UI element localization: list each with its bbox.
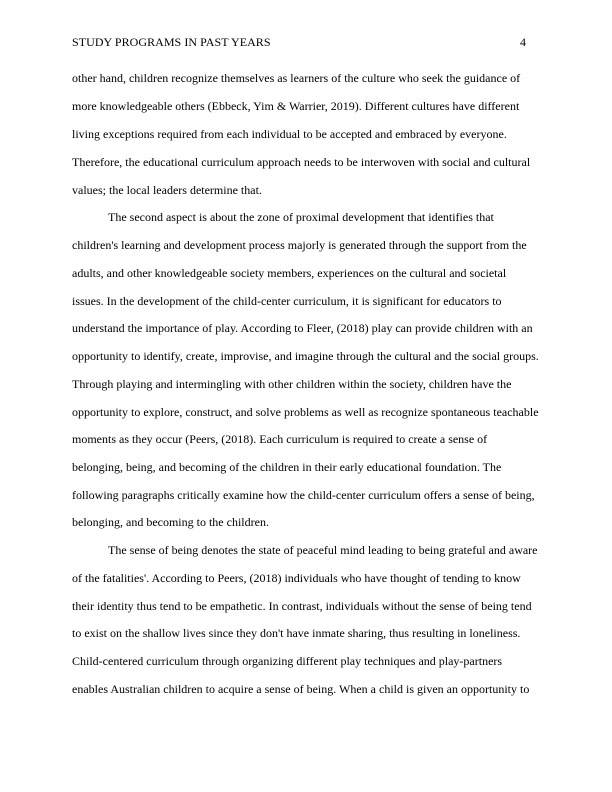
text-line-indented: The sense of being denotes the state of peaceful mind leading to being grateful and aware xyxy=(108,543,538,557)
text-line: children's learning and development process majorly is generated through the support from the xyxy=(72,238,527,252)
text-line: other hand, children recognize themselves as learners of the culture who seek the guidance of xyxy=(72,71,521,85)
text-line: opportunity to identify, create, improvise, and imagine through the cultural and the social groups. xyxy=(72,349,539,363)
text-line: belonging, being, and becoming of the children in their early educational foundation. The xyxy=(72,460,502,474)
text-line: Through playing and intermingling with other children within the society, children have the xyxy=(72,377,512,391)
text-line: to exist on the shallow lives since they don't have inmate sharing, thus resulting in loneliness. xyxy=(72,626,521,640)
page-number: 4 xyxy=(520,35,526,49)
running-head: STUDY PROGRAMS IN PAST YEARS xyxy=(72,35,271,49)
text-line: values; the local leaders determine that. xyxy=(72,183,262,197)
text-line-indented: The second aspect is about the zone of proximal development that identifies that xyxy=(108,210,494,224)
text-line: opportunity to explore, construct, and solve problems as well as recognize spontaneous teachable xyxy=(72,405,539,419)
text-line: Child-centered curriculum through organizing different play techniques and play-partners xyxy=(72,654,503,668)
text-line: following paragraphs critically examine how the child-center curriculum offers a sense of being, xyxy=(72,488,535,502)
text-line: of the fatalities'. According to Peers, (2018) individuals who have thought of tending to know xyxy=(72,571,521,585)
text-line: issues. In the development of the child-center curriculum, it is significant for educators to xyxy=(72,294,502,308)
text-line: belonging, and becoming to the children. xyxy=(72,515,269,529)
text-line: more knowledgeable others (Ebbeck, Yim & Warrier, 2019). Different cultures have different xyxy=(72,99,520,113)
text-line: their identity thus tend to be empathetic. In contrast, individuals without the sense of being tend xyxy=(72,599,532,613)
text-line: enables Australian children to acquire a sense of being. When a child is given an opportunity to xyxy=(72,682,530,696)
text-line: living exceptions required from each individual to be accepted and embraced by everyone. xyxy=(72,127,507,141)
text-line: moments as they occur (Peers, (2018). Each curriculum is required to create a sense of xyxy=(72,432,488,446)
text-line: adults, and other knowledgeable society members, experiences on the cultural and societal xyxy=(72,266,507,280)
text-line: Therefore, the educational curriculum approach needs to be interwoven with social and cultural xyxy=(72,155,531,169)
text-line: understand the importance of play. According to Fleer, (2018) play can provide children with an xyxy=(72,321,533,335)
